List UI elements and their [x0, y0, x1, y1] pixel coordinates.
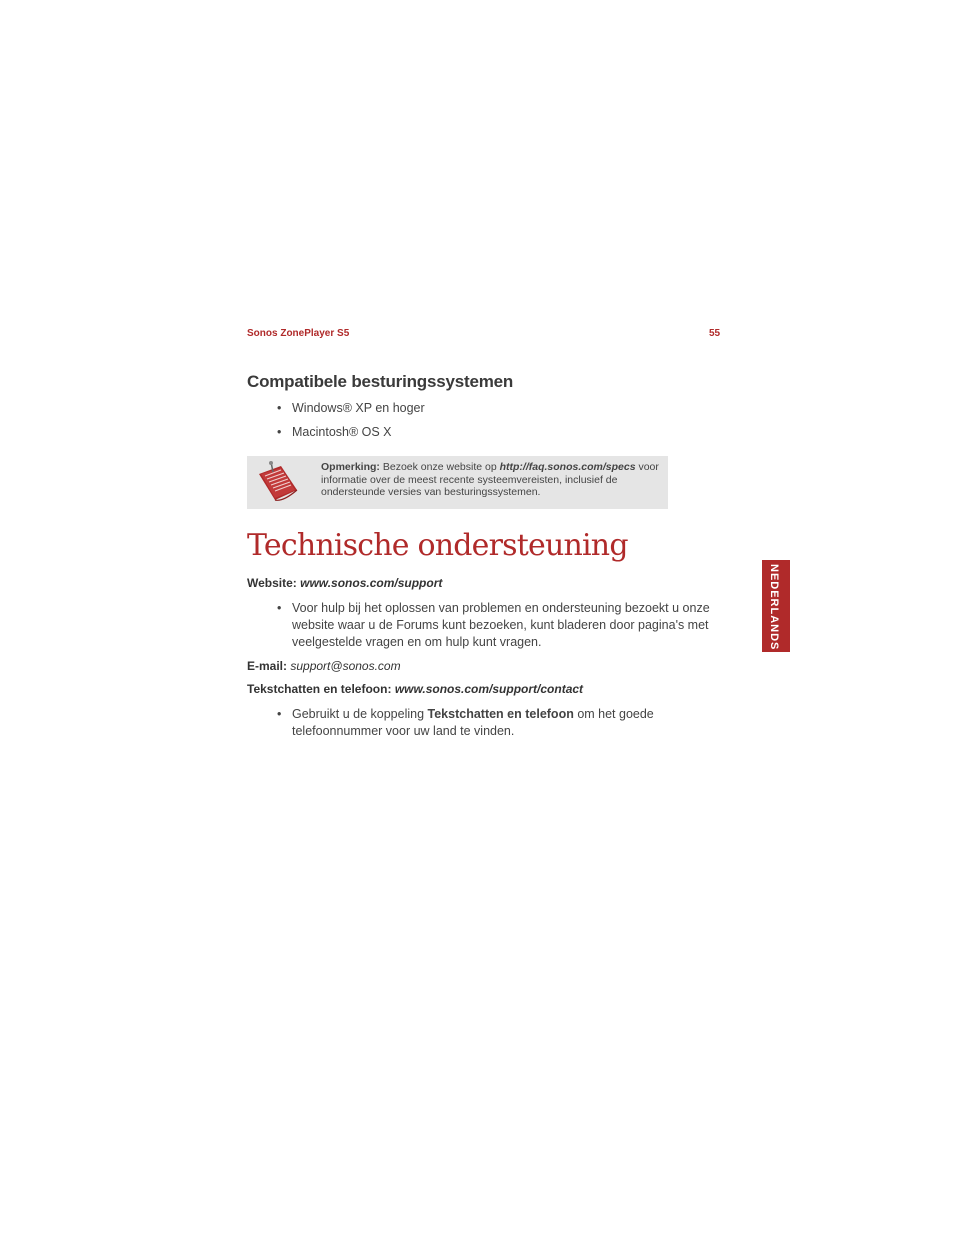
running-header-title: Sonos ZonePlayer S5 [247, 328, 350, 339]
chat-bullet-before: Gebruikt u de koppeling [292, 707, 428, 721]
email-label: E-mail: [247, 659, 288, 673]
language-label: NEDERLANDS [768, 564, 780, 651]
section-heading-os: Compatibele besturingssystemen [247, 372, 514, 391]
note-text [321, 461, 665, 499]
bullet: • [277, 425, 282, 439]
website-label: Website: [247, 576, 297, 590]
note-text-before: Bezoek onze website op [379, 461, 500, 473]
list-item-text: Voor hulp bij het oplossen van problemen en ondersteuning bezoekt u onze website waar u de Forums kunt bezoeken, kunt bladeren door pagina's met veelgestelde vragen en om hulp kunt vragen. [292, 601, 710, 649]
page-number: 55 [709, 328, 721, 339]
website-line [247, 576, 442, 590]
list-item-text: Macintosh® OS X [292, 425, 392, 439]
website-link[interactable]: www.sonos.com/support [300, 576, 443, 590]
page-title: Technische ondersteuning [247, 528, 628, 563]
bullet: • [277, 707, 282, 721]
chat-bullet-bold: Tekstchatten en telefoon [427, 707, 574, 721]
bullet: • [277, 601, 282, 615]
chat-bullet-after: om het goede telefoonnummer voor uw land te vinden. [292, 707, 654, 738]
faq-link[interactable]: http://faq.sonos.com/specs [499, 461, 636, 473]
list-item [277, 706, 692, 740]
email-link[interactable]: support@sonos.com [290, 659, 401, 673]
list-item [277, 600, 717, 651]
language-side-tab [762, 560, 790, 652]
note-label: Opmerking: [321, 461, 380, 473]
note-box [247, 456, 668, 509]
email-line [247, 659, 401, 673]
note-text-after: voor informatie over de meest recente systeemvereisten, inclusief de ondersteunde versies van besturingssystemen. [321, 461, 659, 498]
list-item [277, 424, 712, 441]
bullet: • [277, 401, 282, 415]
contact-link[interactable]: www.sonos.com/support/contact [394, 682, 584, 696]
list-item [277, 400, 712, 417]
list-item-text: Windows® XP en hoger [292, 401, 425, 415]
chat-line [247, 682, 583, 696]
note-paper-icon [253, 460, 301, 504]
chat-label: Tekstchatten en telefoon: [247, 682, 392, 696]
